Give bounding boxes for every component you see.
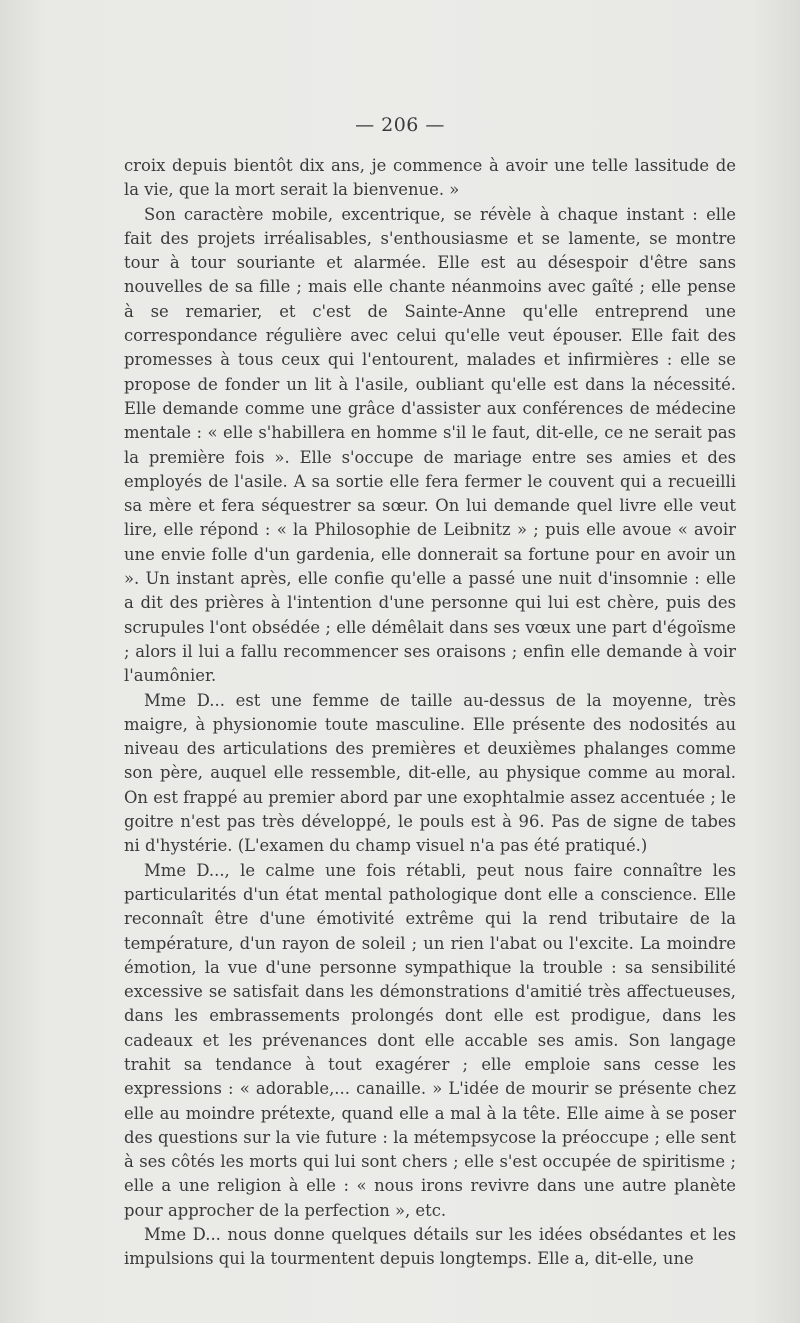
page-number: — 206 — — [355, 114, 445, 136]
paragraph: Mme D... est une femme de taille au-dessus de la moyenne, très maigre, à physionomie toute masculine. Elle présente des nodosités au niveau des articulations des premières et deuxièmes phalanges comme son père, auquel elle ressemble, dit-elle, au physique comme au moral. On est frappé au premier abord par une exophtalmie assez accentuée ; le goitre n'est pas très développé, le pouls est à 96. Pas de signe de tabes ni d'hystérie. (L'examen du champ visuel n'a pas été pratiqué.) — [124, 690, 736, 856]
paragraph: Mme D... nous donne quelques détails sur les idées obsédantes et les impulsions qui la tourmentent depuis longtemps. Elle a, dit-elle, une — [124, 1225, 736, 1269]
paragraph: Son caractère mobile, excentrique, se révèle à chaque instant : elle fait des projets irréalisables, s'enthousiasme et se lamente, se montre tour à tour souriante et alarmée. Elle est au désespoir d'être sans nouvelles de sa fille ; mais elle chante néanmoins avec gaîté ; elle pense à se remarier, et c'est de Sainte-Anne qu'elle entreprend une correspondance régulière avec celui qu'elle veut épouser. Elle fait des promesses à tous ceux qui l'entourent, malades et infirmières : elle se propose de fonder un lit à l'asile, oubliant qu'elle est dans la nécessité. Elle demande comme une grâce d'assister aux conférences de médecine mentale : « elle s'habillera en homme s'il le faut, dit-elle, ce ne serait pas la première fois ». Elle s'occupe de mariage entre ses amies et des employés de l'asile. A sa sortie elle fera fermer le couvent qui a recueilli sa mère et fera séquestrer sa sœur. On lui demande quel livre elle veut lire, elle répond : « la Philosophie de Leibnitz » ; puis elle avoue « avoir une envie folle d'un gardenia, elle donnerait sa fortune pour en avoir un ». Un instant après, elle confie qu'elle a passé une nuit d'insomnie : elle a dit des prières à l'intention d'une personne qui lui est chère, puis des scrupules l'ont obsédée ; elle démêlait dans ses vœux une part d'égoïsme ; alors il lui a fallu recommencer ses oraisons ; enfin elle demande à voir l'aumônier. — [124, 204, 736, 686]
body-text — [124, 154, 736, 1272]
paragraph: Mme D..., le calme une fois rétabli, peut nous faire connaître les particularités d'un état mental pathologique dont elle a conscience. Elle reconnaît être d'une émotivité extrême qui la rend tributaire de la température, d'un rayon de soleil ; un rien l'abat ou l'excite. La moindre émotion, la vue d'une personne sympathique la trouble : sa sensibilité excessive se satisfait dans les démonstrations d'amitié très affectueuses, dans les embrassements prolongés dont elle est prodigue, dans les cadeaux et les prévenances dont elle accable ses amis. Son langage trahit sa tendance à tout exagérer ; elle emploie sans cesse les expressions : « adorable,... canaille. » L'idée de mourir se présente chez elle au moindre prétexte, quand elle a mal à la tête. Elle aime à se poser des questions sur la vie future : la métempsycose la préoccupe ; elle sent à ses côtés les morts qui lui sont chers ; elle s'est occupée de spiritisme ; elle a une religion à elle : « nous irons revivre dans une autre planète pour approcher de la perfection », etc. — [124, 860, 736, 1220]
paragraph: croix depuis bientôt dix ans, je commence à avoir une telle lassitude de la vie, que la mort serait la bienvenue. » — [124, 156, 736, 200]
